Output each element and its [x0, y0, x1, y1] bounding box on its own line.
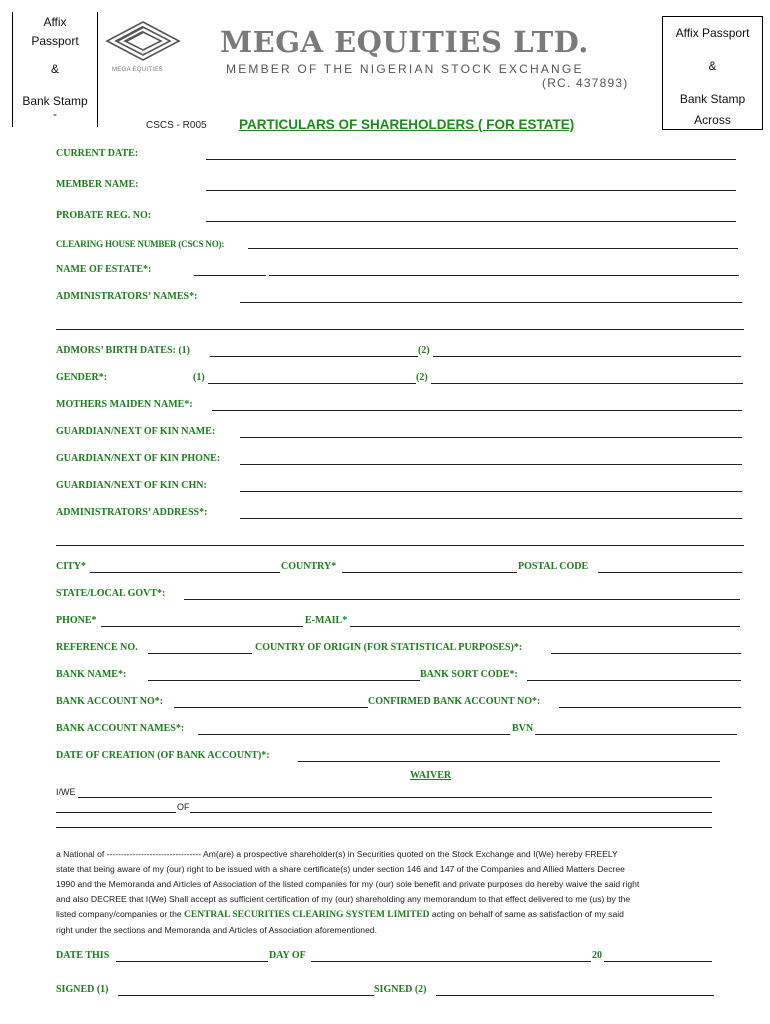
confirmed-bank-account-no-label: CONFIRMED BANK ACCOUNT NO*: — [368, 696, 541, 707]
birth-date-2-line — [433, 356, 741, 357]
country-label: COUNTRY* — [281, 561, 337, 572]
gender-1-label: (1) — [193, 372, 205, 383]
bank-name-label: BANK NAME*: — [56, 669, 127, 680]
signed-1-line — [118, 995, 374, 996]
waiver-text-4: and also DECREE that I(We) Shall accept as sufficient certification of my (our) shareholding any memorandum to that effect delivered to me (us) by the — [56, 894, 631, 904]
admors-birth-dates-label: ADMORS’ BIRTH DATES: (1) — [56, 345, 191, 356]
state-lga-line — [184, 599, 740, 600]
postal-code-input[interactable] — [598, 560, 742, 572]
name-of-estate-line-b — [269, 275, 739, 276]
name-of-estate-label: NAME OF ESTATE*: — [56, 264, 152, 275]
mothers-maiden-name-line — [212, 410, 742, 411]
affix-left-line4: Bank Stamp — [22, 94, 88, 108]
year-input[interactable] — [604, 949, 712, 961]
administrators-address-label: ADMINISTRATORS’ ADDRESS*: — [56, 507, 208, 518]
bank-name-line — [148, 680, 420, 681]
probate-reg-no-line — [206, 221, 736, 222]
waiver-heading: WAIVER — [410, 770, 452, 781]
administrators-address-input-2[interactable] — [56, 533, 744, 545]
administrators-address-line — [240, 518, 742, 519]
date-of-creation-label: DATE OF CREATION (OF BANK ACCOUNT)*: — [56, 750, 270, 761]
guardian-chn-label: GUARDIAN/NEXT OF KIN CHN: — [56, 480, 207, 491]
gender-1-input[interactable] — [208, 371, 416, 383]
city-line — [90, 572, 280, 573]
iwe-line — [78, 797, 712, 798]
form-code: CSCS - R005 — [146, 120, 207, 131]
reference-no-line — [148, 653, 252, 654]
date-this-label: DATE THIS — [56, 950, 110, 961]
gender-2-label: (2) — [416, 372, 428, 383]
signed-2-input[interactable] — [436, 983, 714, 995]
guardian-phone-line — [240, 464, 742, 465]
affix-right-line3: Bank Stamp — [679, 92, 746, 106]
waiver-text-5c: acting on behalf of same as satisfaction of my said — [429, 909, 624, 919]
waiver-line-3 — [56, 827, 712, 828]
country-of-origin-line — [551, 653, 741, 654]
mothers-maiden-name-input[interactable] — [212, 398, 742, 410]
cscs-name: CENTRAL SECURITIES CLEARING SYSTEM LIMITED — [184, 910, 430, 920]
signed-2-line — [436, 995, 714, 996]
guardian-name-input[interactable] — [240, 425, 742, 437]
affix-passport-box-left — [12, 12, 98, 127]
member-of-exchange: MEMBER OF THE NIGERIAN STOCK EXCHANGE — [226, 62, 584, 76]
bank-name-input[interactable] — [148, 668, 420, 680]
birth-date-2-input[interactable] — [433, 344, 741, 356]
iwe-input[interactable] — [78, 785, 712, 797]
birth-date-1-input[interactable] — [210, 344, 418, 356]
country-input[interactable] — [342, 560, 517, 572]
signed-1-label: SIGNED (1) — [56, 984, 109, 995]
guardian-name-line — [240, 437, 742, 438]
confirmed-bank-account-no-input[interactable] — [559, 695, 741, 707]
waiver-text-5a: listed company/companies or the — [56, 909, 182, 919]
birth-date-2-label: (2) — [418, 345, 430, 356]
date-this-line — [116, 961, 268, 962]
waiver-paragraph — [56, 847, 746, 938]
state-lga-input[interactable] — [184, 587, 740, 599]
date-of-creation-input[interactable] — [298, 749, 720, 761]
of-input[interactable] — [190, 800, 712, 812]
logo-caption: MEGA EQUITIES — [112, 67, 163, 73]
member-name-label: MEMBER NAME: — [56, 179, 139, 190]
bank-account-no-input[interactable] — [174, 695, 368, 707]
country-of-origin-label: COUNTRY OF ORIGIN (FOR STATISTICAL PURPOSES)*: — [255, 642, 523, 653]
member-name-input[interactable] — [206, 178, 736, 190]
waiver-text-3: 1990 and the Memoranda and Articles of Association of the listed companies for my (our) sole benefit and private purposes do hereby waive the said right — [56, 879, 640, 889]
year-prefix-label: 20 — [592, 950, 602, 961]
guardian-name-label: GUARDIAN/NEXT OF KIN NAME: — [56, 426, 216, 437]
day-of-label: DAY OF — [269, 950, 306, 961]
bvn-label: BVN — [512, 723, 534, 734]
waiver-text-6: right under the sections and Memoranda and Articles of Association aforementioned. — [56, 925, 378, 935]
administrators-names-input-2[interactable] — [56, 317, 744, 329]
bank-account-names-line — [198, 734, 510, 735]
city-input[interactable] — [90, 560, 280, 572]
email-line — [350, 626, 740, 627]
affix-left-line1: Affix — [43, 15, 67, 29]
reference-no-input[interactable] — [148, 641, 252, 653]
guardian-phone-input[interactable] — [240, 452, 742, 464]
affix-right-line4: Across — [694, 113, 731, 127]
affix-right-line2: & — [708, 59, 717, 73]
phone-label: PHONE* — [56, 615, 97, 626]
administrators-names-line — [240, 302, 742, 303]
bank-account-no-line — [174, 707, 368, 708]
guardian-chn-input[interactable] — [240, 479, 742, 491]
bank-sort-code-label: BANK SORT CODE*: — [420, 669, 518, 680]
day-of-line — [311, 961, 591, 962]
waiver-text-5 — [56, 907, 746, 923]
iwe-label: I/WE — [56, 787, 76, 797]
phone-line — [101, 626, 303, 627]
bvn-input[interactable] — [535, 722, 737, 734]
day-of-input[interactable] — [311, 949, 591, 961]
gender-2-input[interactable] — [431, 371, 743, 383]
affix-left-line2: Passport — [31, 34, 79, 48]
guardian-phone-label: GUARDIAN/NEXT OF KIN PHONE: — [56, 453, 221, 464]
postal-code-label: POSTAL CODE — [518, 561, 589, 572]
of-line — [190, 812, 712, 813]
postal-code-line — [598, 572, 742, 573]
reference-no-label: REFERENCE NO. — [56, 642, 138, 653]
bank-account-no-label: BANK ACCOUNT NO*: — [56, 696, 164, 707]
email-label: E-MAIL* — [305, 615, 348, 626]
date-this-input[interactable] — [116, 949, 268, 961]
rc-number: (RC. 437893) — [542, 76, 629, 90]
waiver-text-1: a National of --------------------------------- Am(are) a prospective shareholder(s) in Securities quoted on the Stock Exchange and I(We) hereby FREELY — [56, 849, 618, 859]
gender-2-line — [431, 383, 743, 384]
current-date-input[interactable] — [206, 147, 736, 159]
phone-input[interactable] — [101, 614, 303, 626]
affix-passport-box-right — [662, 16, 763, 130]
year-line — [604, 961, 712, 962]
member-name-line — [206, 190, 736, 191]
of-label: OF — [177, 802, 190, 812]
country-line — [342, 572, 517, 573]
waiver-line-before-of — [56, 812, 176, 813]
confirmed-bank-account-no-line — [559, 707, 741, 708]
company-name: MEGA EQUITIES LTD. — [220, 25, 589, 59]
birth-date-1-line — [210, 356, 418, 357]
waiver-input-3[interactable] — [56, 815, 712, 827]
state-lga-label: STATE/LOCAL GOVT*: — [56, 588, 166, 599]
probate-reg-no-label: PROBATE REG. NO: — [56, 210, 152, 221]
administrators-names-line-2 — [56, 329, 744, 330]
company-logo-icon — [104, 20, 182, 66]
waiver-text-2: state that being aware of my (our) right to be issued with a share certificate(s) under section 146 and 147 of the Companies and Allied Matters Decree — [56, 864, 625, 874]
clearing-house-line — [248, 248, 738, 249]
probate-reg-no-input[interactable] — [206, 209, 736, 221]
form-title: PARTICULARS OF SHAREHOLDERS ( FOR ESTATE) — [239, 117, 575, 132]
city-label: CITY* — [56, 561, 87, 572]
bank-sort-code-input[interactable] — [527, 668, 741, 680]
administrators-address-input[interactable] — [240, 506, 742, 518]
administrators-names-label: ADMINISTRATORS’ NAMES*: — [56, 291, 198, 302]
administrators-address-line-2 — [56, 545, 744, 546]
signed-2-label: SIGNED (2) — [374, 984, 427, 995]
name-of-estate-input[interactable] — [194, 263, 739, 275]
country-of-origin-input[interactable] — [551, 641, 741, 653]
current-date-line — [206, 159, 736, 160]
administrators-names-input[interactable] — [240, 290, 742, 302]
bank-account-names-input[interactable] — [198, 722, 510, 734]
name-of-estate-line-a — [194, 275, 266, 276]
bank-sort-code-line — [527, 680, 741, 681]
bank-account-names-label: BANK ACCOUNT NAMES*: — [56, 723, 185, 734]
affix-right-line1: Affix Passport — [675, 26, 750, 40]
affix-left-line3: & — [50, 62, 59, 76]
gender-label: GENDER*: — [56, 372, 108, 383]
date-of-creation-line — [298, 761, 720, 762]
current-date-label: CURRENT DATE: — [56, 148, 139, 159]
guardian-chn-line — [240, 491, 742, 492]
mothers-maiden-name-label: MOTHERS MAIDEN NAME*: — [56, 399, 193, 410]
gender-1-line — [208, 383, 416, 384]
clearing-house-label: CLEARING HOUSE NUMBER (CSCS NO): — [56, 239, 225, 249]
affix-left-line5: - — [53, 107, 57, 121]
signed-1-input[interactable] — [118, 983, 374, 995]
email-input[interactable] — [350, 614, 740, 626]
bvn-line — [535, 734, 737, 735]
clearing-house-input[interactable] — [248, 236, 738, 248]
